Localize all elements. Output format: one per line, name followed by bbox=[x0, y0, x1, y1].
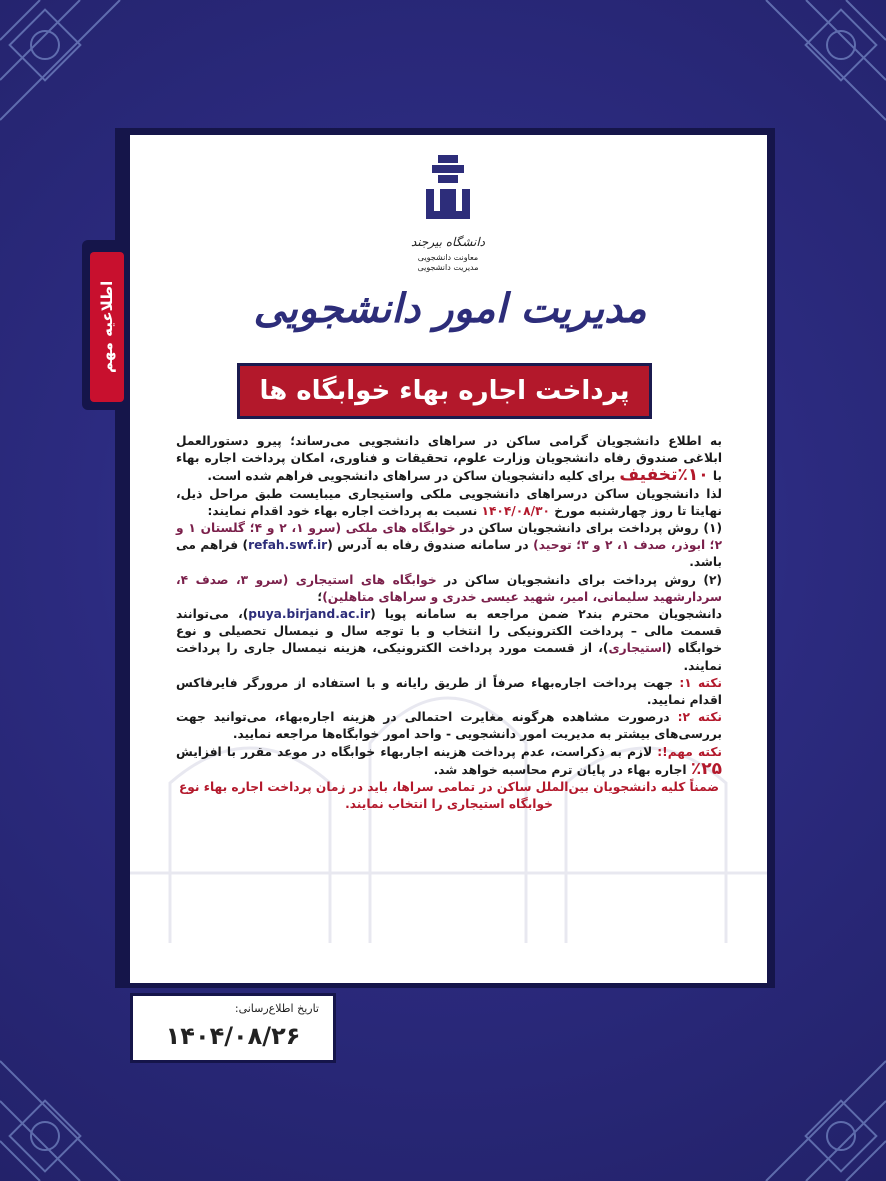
international-students-note: ضمناً کلیه دانشجویان بین‌الملل ساکن در تمامی سراها، باید در زمان پرداخت اجاره بهاء نوع خوابگاه استیجاری را انتخاب نمایند. bbox=[178, 780, 720, 812]
announcement-body bbox=[176, 433, 722, 813]
method-2-details: دانشجویان محترم بند۲ ضمن مراجعه به سامانه پویا (puya.birjand.ac.ir)، می‌توانند قسمت مالی – پرداخت الکترونیکی را انتخاب و با توجه سال و نیمسال تحصیلی و نوع خوابگاه (استیجاری)، از قسمت مورد پرداخت الکترونیکی، هزینه نیمسال جاری را پرداخت نمایند. bbox=[176, 607, 722, 673]
rented-word: استیجاری bbox=[608, 641, 667, 656]
note-1-label: نکته ۱: bbox=[679, 675, 722, 690]
important-notice-label: اطلاعیه مهم bbox=[98, 280, 116, 374]
note-important: نکته مهم!: لازم به ذکراست، عدم پرداخت هزینه اجاربهاء خوابگاه در موعد مقرر با افزایش ۲۵٪ اجاره بهاء در پایان ترم محاسبه خواهد شد. bbox=[176, 744, 722, 779]
corner-ornament-icon bbox=[716, 1011, 886, 1181]
penalty-percent: ۲۵٪ bbox=[690, 758, 722, 779]
notice-date-box bbox=[130, 993, 336, 1063]
note-2: نکته ۲: درصورت مشاهده هرگونه مغایرت احتمالی در هزینه اجاره‌بهاء، می‌توانید جهت بررسی‌های بیشتر به مدیریت امور دانشجویی - واحد امور خوابگاه‌ها مراجعه نمایید. bbox=[176, 710, 722, 742]
university-name: دانشگاه بیرجند bbox=[410, 235, 486, 249]
deadline-date: ۱۴۰۴/۰۸/۳۰ bbox=[481, 503, 550, 518]
method-2-paragraph: (۲) روش پرداخت برای دانشجویان ساکن در خوابگاه های استیجاری (سرو ۳، صدف ۴، سردارشهید سلیمانی، امیر، شهید عیسی خدری و سراهای متاهلین)؛ bbox=[176, 572, 722, 604]
department-title: مدیریت امور دانشجویی bbox=[253, 285, 647, 332]
note-important-label: نکته مهم!: bbox=[657, 744, 722, 759]
deadline-paragraph: لذا دانشجویان ساکن درسراهای دانشجویی ملکی واستیجاری میبایست طبق مراحل ذیل، نهایتا تا روز چهارشنبه مورخ ۱۴۰۴/۰۸/۳۰ نسبت به پرداخت اجاره بهاء خود اقدام نمایند: bbox=[176, 486, 722, 518]
university-logo-icon bbox=[418, 155, 478, 225]
deputy-subtitle bbox=[380, 253, 516, 273]
deputy-line-1: معاونت دانشجویی bbox=[417, 253, 479, 262]
notice-date-label: تاریخ اطلاع‌رسانی: bbox=[234, 1002, 319, 1015]
rented-dorms: خوابگاه های استیجاری (سرو ۳، صدف ۴، سردارشهید سلیمانی، امیر، شهید عیسی خدری و سراهای متاهلین) bbox=[176, 572, 722, 604]
refah-link[interactable]: refah.swf.ir bbox=[248, 538, 328, 553]
discount-highlight: ۱۰٪تخفیف bbox=[619, 465, 709, 486]
intro-paragraph: به اطلاع دانشجویان گرامی ساکن در سراهای دانشجویی می‌رساند؛ پیرو دستورالعمل ابلاغی صندوق رفاه دانشجویان وزارت علوم، تحقیقات و فناوری، امکان پرداخت اجاره بهاء با ۱۰٪تخفیف برای کلیه دانشجویان ساکن در سراهای دانشجویی فراهم شده است. bbox=[176, 434, 722, 486]
note-1: نکته ۱: جهت پرداخت اجاره‌بهاء صرفاً از طریق رایانه و با استفاده از مرورگر فایرفاکس اقدام نمایید. bbox=[176, 675, 722, 708]
announcement-title: پرداخت اجاره بهاء خوابگاه ها bbox=[259, 376, 630, 406]
notice-date-value: ۱۴۰۴/۰۸/۲۶ bbox=[165, 1022, 301, 1050]
note-2-label: نکته ۲: bbox=[677, 710, 722, 725]
announcement-card bbox=[130, 135, 767, 983]
method-1-paragraph: (۱) روش پرداخت برای دانشجویان ساکن در خوابگاه های ملکی (سرو ۱، ۲ و ۴؛ گلستان ۱ و ۲؛ ابوذر، صدف ۱، ۲ و ۳؛ توحید) در سامانه صندوق رفاه به آدرس (refah.swf.ir) فراهم می باشد. bbox=[176, 521, 723, 570]
announcement-title-banner bbox=[237, 363, 652, 419]
deputy-line-2: مدیریت دانشجویی bbox=[417, 263, 479, 272]
owned-dorms: خوابگاه های ملکی (سرو ۱، ۲ و ۴؛ گلستان ۱ و ۲؛ ابوذر، صدف ۱، ۲ و ۳؛ توحید) bbox=[176, 521, 723, 553]
puya-link[interactable]: puya.birjand.ac.ir bbox=[248, 607, 371, 622]
